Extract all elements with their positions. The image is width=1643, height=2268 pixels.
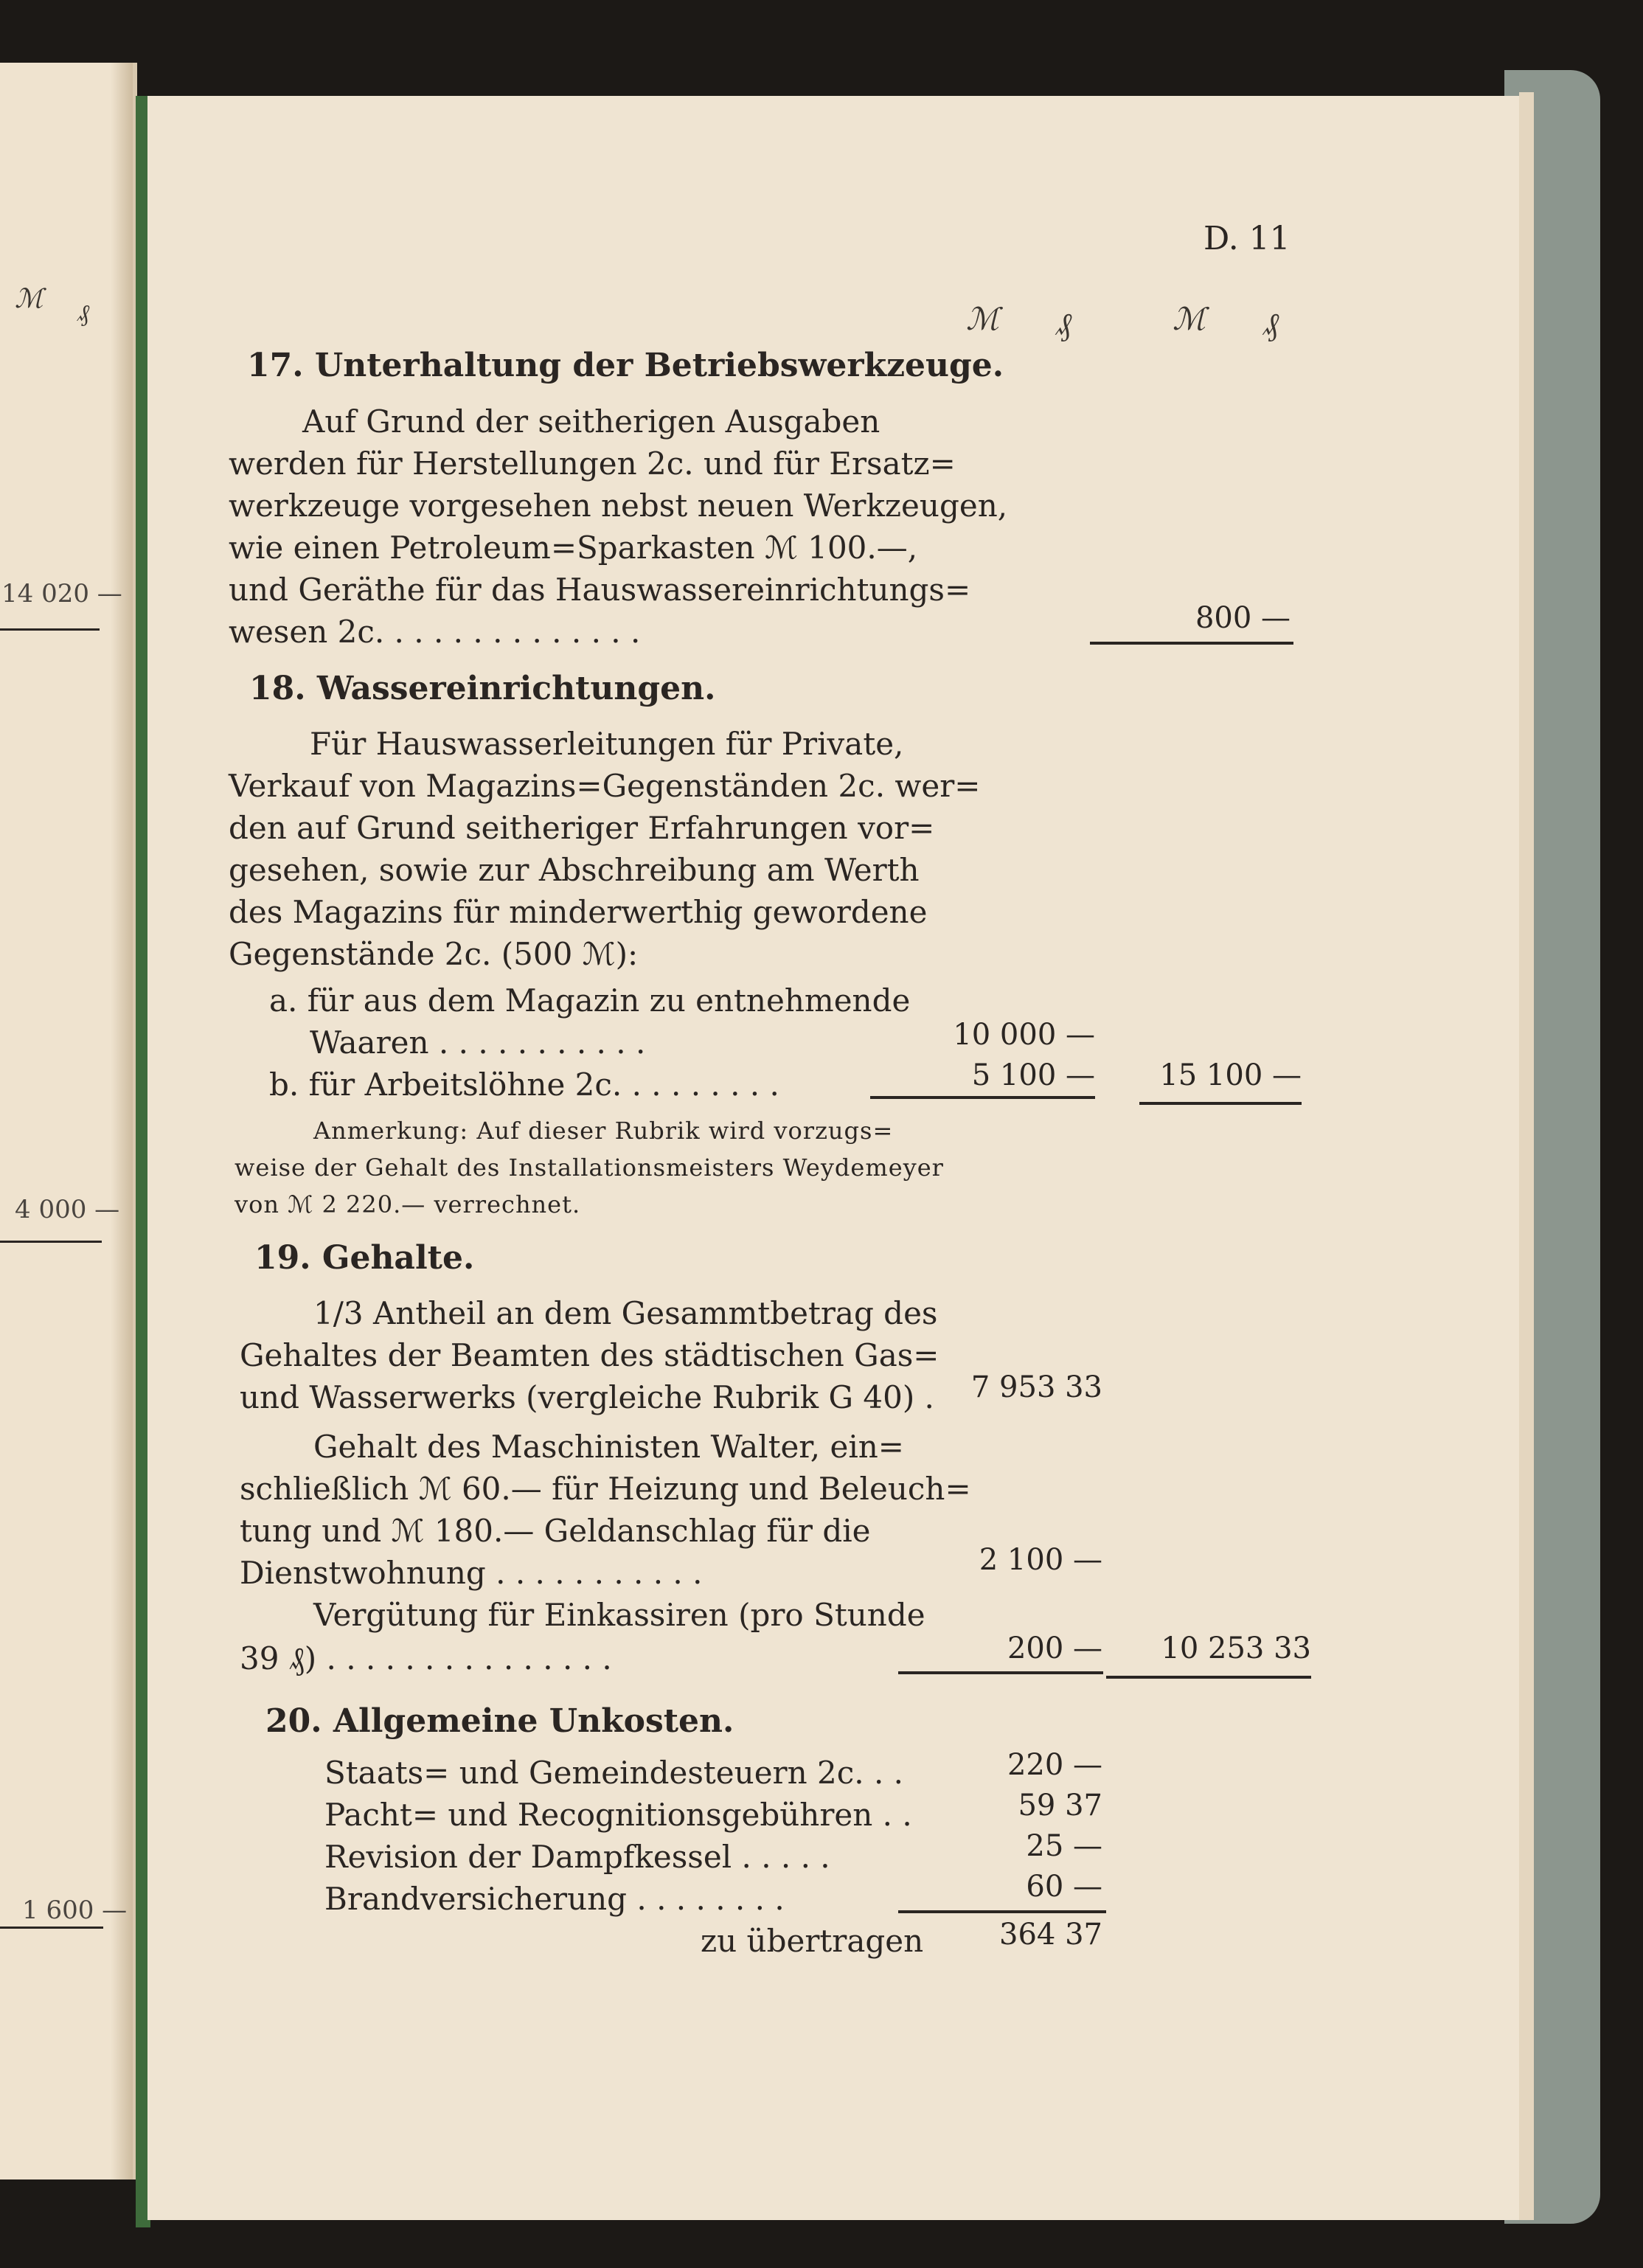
item-amount: 59 37 — [1018, 1789, 1102, 1823]
total-rule — [1106, 1676, 1311, 1679]
text-line: 39 ₰) . . . . . . . . . . . . . . . — [240, 1640, 612, 1676]
total-rule — [1090, 642, 1293, 645]
item-amount: 200 — — [1007, 1631, 1102, 1665]
item-label: b. für Arbeitslöhne 2c. . . . . . . . . — [269, 1067, 779, 1103]
item-label: Waaren . . . . . . . . . . . — [310, 1024, 646, 1061]
column-header-mark: ℳ — [966, 301, 999, 337]
left-rule — [0, 628, 100, 631]
note-line: Anmerkung: Auf dieser Rubrik wird vorzugs= — [313, 1117, 894, 1145]
text-line: wesen 2c. . . . . . . . . . . . . . — [229, 614, 641, 650]
subtotal-rule — [870, 1096, 1095, 1099]
text-line: Für Hauswasserleitungen für Private, — [310, 726, 904, 762]
text-line: den auf Grund seitheriger Erfahrungen vor= — [229, 810, 935, 846]
item-amount: 7 953 33 — [970, 1370, 1102, 1404]
item-amount: 25 — — [1026, 1829, 1102, 1863]
item-label: Pacht= und Recognitionsgebühren . . — [324, 1797, 912, 1833]
left-amount: 4 000 — — [15, 1195, 120, 1224]
note-line: weise der Gehalt des Installationsmeisters Weydemeyer — [235, 1154, 944, 1182]
left-page — [0, 63, 137, 2179]
section-title: 17. Unterhaltung der Betriebswerkzeuge. — [247, 347, 1004, 384]
item-label: Staats= und Gemeindesteuern 2c. . . — [324, 1755, 904, 1791]
text-line: schließlich ℳ 60.— für Heizung und Beleuch= — [240, 1471, 971, 1507]
text-line: Verkauf von Magazins=Gegenständen 2c. wer= — [229, 768, 981, 804]
text-line: Gehalt des Maschinisten Walter, ein= — [313, 1429, 904, 1465]
item-amount: 10 000 — — [953, 1018, 1095, 1052]
item-label: Brandversicherung . . . . . . . . — [324, 1881, 785, 1917]
subtotal-rule — [898, 1910, 1106, 1913]
column-header-mark: ℳ — [1173, 301, 1206, 337]
left-amount: 14 020 — — [1, 579, 122, 608]
section-title: 19. Gehalte. — [254, 1239, 475, 1277]
text-line: gesehen, sowie zur Abschreibung am Werth — [229, 852, 920, 888]
text-line: wie einen Petroleum=Sparkasten ℳ 100.—, — [229, 530, 918, 566]
text-line: und Wasserwerks (vergleiche Rubrik G 40) . — [240, 1379, 934, 1415]
left-rule — [0, 1241, 102, 1243]
page-edge — [1519, 92, 1534, 2220]
total-rule — [1139, 1102, 1302, 1105]
text-line: des Magazins für minderwerthig gewordene — [229, 894, 928, 930]
text-line: Gegenstände 2c. (500 ℳ): — [229, 936, 639, 972]
section-title: 18. Wassereinrichtungen. — [249, 670, 716, 707]
text-line: werden für Herstellungen 2c. und für Ersatz= — [229, 445, 956, 482]
section-title: 20. Allgemeine Unkosten. — [265, 1702, 734, 1740]
left-currency-mark: ℳ — [15, 284, 44, 314]
column-header-pfennig: ₰ — [1056, 306, 1071, 342]
text-line: tung und ℳ 180.— Geldanschlag für die — [240, 1513, 871, 1549]
item-label: a. für aus dem Magazin zu entnehmende — [269, 982, 911, 1019]
text-line: und Geräthe für das Hauswassereinrichtungs= — [229, 572, 971, 608]
text-line: Auf Grund der seitherigen Ausgaben — [302, 403, 880, 440]
item-amount: 2 100 — — [979, 1543, 1102, 1577]
item-amount: 5 100 — — [971, 1058, 1095, 1092]
note-line: von ℳ 2 220.— verrechnet. — [235, 1190, 581, 1218]
text-line: Vergütung für Einkassiren (pro Stunde — [313, 1597, 925, 1633]
section-total: 800 — — [1195, 601, 1291, 635]
text-line: Dienstwohnung . . . . . . . . . . . — [240, 1555, 703, 1591]
left-rule — [0, 1927, 103, 1929]
subtotal-rule — [898, 1671, 1103, 1674]
item-label: Revision der Dampfkessel . . . . . — [324, 1839, 830, 1875]
left-page-gutter — [111, 63, 133, 2179]
item-amount: 220 — — [1007, 1748, 1102, 1782]
section-total: 10 253 33 — [1161, 1631, 1311, 1665]
text-line: werkzeuge vorgesehen nebst neuen Werkzeugen, — [229, 488, 1008, 524]
left-amount: 1 600 — — [22, 1896, 128, 1925]
text-line: 1/3 Antheil an dem Gesammtbetrag des — [313, 1295, 938, 1331]
section-total: 15 100 — — [1159, 1058, 1302, 1092]
page-number: D. 11 — [1203, 220, 1291, 257]
carry-forward-label: zu übertragen — [701, 1923, 924, 1959]
column-header-pfennig: ₰ — [1263, 306, 1279, 342]
carry-forward-amount: 364 37 — [999, 1918, 1102, 1952]
item-amount: 60 — — [1026, 1870, 1102, 1904]
text-line: Gehaltes der Beamten des städtischen Gas= — [240, 1337, 939, 1373]
left-currency-pfennig: ₰ — [77, 299, 89, 327]
